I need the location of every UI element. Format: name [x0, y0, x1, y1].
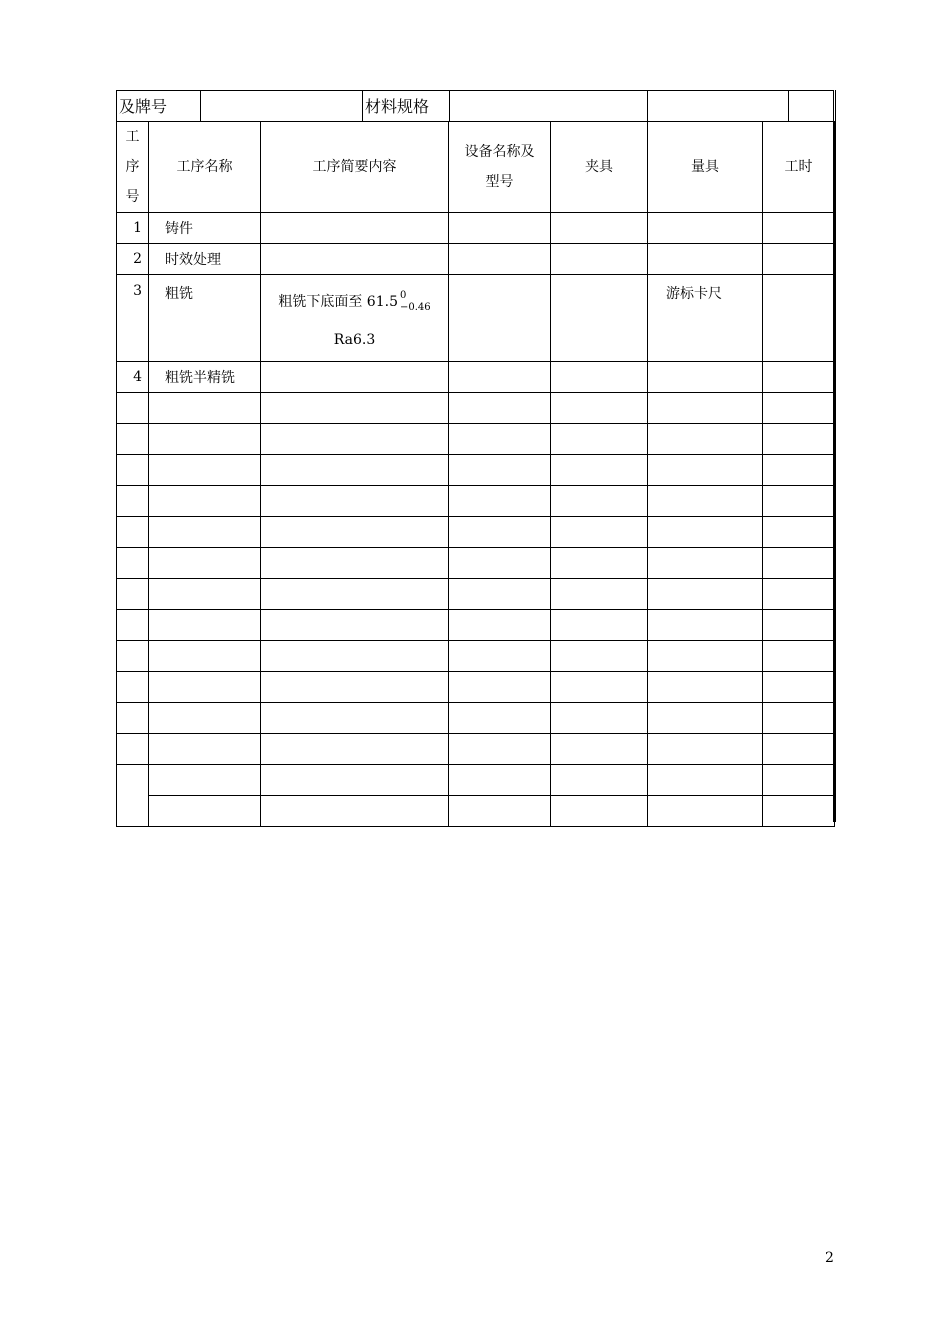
blank-cell[interactable]: [449, 796, 551, 827]
blank-row: [117, 672, 835, 703]
blank-cell[interactable]: [449, 424, 551, 455]
field-grade[interactable]: [201, 91, 363, 122]
blank-row: [117, 517, 835, 548]
blank-cell[interactable]: [149, 486, 261, 517]
material-header-bar: [116, 90, 834, 122]
blank-row: [117, 393, 835, 424]
blank-cell[interactable]: [449, 610, 551, 641]
row-equipment[interactable]: [449, 213, 551, 244]
blank-cell[interactable]: [763, 548, 835, 579]
row-name: 粗铣: [149, 275, 261, 362]
row-gauge[interactable]: [648, 362, 763, 393]
blank-cell[interactable]: [261, 672, 449, 703]
row-fixture[interactable]: [551, 362, 648, 393]
table-row: [117, 362, 835, 393]
blank-cell[interactable]: [648, 548, 763, 579]
blank-cell[interactable]: [763, 765, 835, 796]
blank-cell[interactable]: [117, 455, 149, 486]
blank-cell[interactable]: [648, 486, 763, 517]
row-hours[interactable]: [763, 244, 835, 275]
blank-cell[interactable]: [449, 455, 551, 486]
field-material-spec[interactable]: [450, 91, 648, 122]
blank-cell[interactable]: [117, 610, 149, 641]
blank-cell[interactable]: [763, 734, 835, 765]
blank-cell[interactable]: [117, 703, 149, 734]
blank-cell[interactable]: [261, 424, 449, 455]
table-row: [117, 213, 835, 244]
label-material-spec: 材料规格: [363, 91, 450, 122]
blank-cell[interactable]: [551, 486, 648, 517]
blank-row: [117, 486, 835, 517]
blank-cell[interactable]: [261, 517, 449, 548]
blank-cell[interactable]: [117, 548, 149, 579]
header-gauge: 量具: [648, 122, 763, 213]
blank-cell[interactable]: [149, 455, 261, 486]
header-name: 工序名称: [149, 122, 261, 213]
blank-cell[interactable]: [149, 734, 261, 765]
blank-cell[interactable]: [449, 548, 551, 579]
blank-cell[interactable]: [149, 610, 261, 641]
blank-cell[interactable]: [449, 641, 551, 672]
blank-cell[interactable]: [551, 734, 648, 765]
blank-cell[interactable]: [149, 796, 261, 827]
header-hours: 工时: [763, 122, 835, 213]
blank-cell[interactable]: [261, 796, 449, 827]
blank-cell[interactable]: [551, 641, 648, 672]
blank-cell[interactable]: [261, 579, 449, 610]
blank-cell[interactable]: [117, 517, 149, 548]
blank-cell[interactable]: [763, 641, 835, 672]
blank-cell[interactable]: [149, 424, 261, 455]
label-grade: 及牌号: [117, 91, 201, 122]
table-row: [117, 275, 835, 362]
blank-cell[interactable]: [551, 517, 648, 548]
row-fixture[interactable]: [551, 244, 648, 275]
blank-cell[interactable]: [551, 393, 648, 424]
blank-cell[interactable]: [149, 765, 261, 796]
blank-cell[interactable]: [551, 548, 648, 579]
blank-cell[interactable]: [117, 641, 149, 672]
row-equipment[interactable]: [449, 244, 551, 275]
blank-cell[interactable]: [117, 579, 149, 610]
blank-cell[interactable]: [117, 672, 149, 703]
blank-cell[interactable]: [117, 424, 149, 455]
table-right-border-double: [835, 90, 836, 822]
row-gauge[interactable]: [648, 244, 763, 275]
blank-cell[interactable]: [261, 486, 449, 517]
row-equipment[interactable]: [449, 362, 551, 393]
blank-cell[interactable]: [149, 393, 261, 424]
row-gauge[interactable]: [648, 213, 763, 244]
blank-cell[interactable]: [648, 672, 763, 703]
blank-row: [117, 765, 835, 796]
blank-cell[interactable]: [117, 734, 149, 765]
row-number: 4: [117, 362, 149, 393]
table-row: [117, 244, 835, 275]
row-number: 2: [117, 244, 149, 275]
blank-cell[interactable]: [648, 610, 763, 641]
blank-cell[interactable]: [261, 393, 449, 424]
blank-cell[interactable]: [449, 517, 551, 548]
blank-cell[interactable]: [763, 486, 835, 517]
blank-cell[interactable]: [648, 765, 763, 796]
blank-cell[interactable]: [648, 796, 763, 827]
blank-cell[interactable]: [149, 517, 261, 548]
blank-cell[interactable]: [763, 672, 835, 703]
roughness-text: Ra6.3: [333, 332, 376, 348]
header-fixture: 夹具: [551, 122, 648, 213]
blank-cell[interactable]: [551, 424, 648, 455]
row-gauge[interactable]: 游标卡尺: [648, 275, 763, 362]
blank-cell[interactable]: [551, 579, 648, 610]
blank-cell[interactable]: [261, 765, 449, 796]
blank-row: [117, 579, 835, 610]
blank-cell[interactable]: [763, 424, 835, 455]
row-name: 时效处理: [149, 244, 261, 275]
blank-cell[interactable]: [149, 579, 261, 610]
blank-row: [117, 796, 835, 827]
blank-cell[interactable]: [149, 548, 261, 579]
content-text: 粗铣下底面至 61.5: [278, 294, 398, 310]
tolerance: 0 −0.46: [399, 290, 431, 313]
field-extra[interactable]: [648, 91, 789, 122]
blank-cell[interactable]: [648, 393, 763, 424]
blank-row: [117, 424, 835, 455]
blank-row: [117, 455, 835, 486]
row-number: 1: [117, 213, 149, 244]
blank-cell[interactable]: [648, 703, 763, 734]
header-seq: 工 序 号: [117, 122, 149, 213]
row-name: 粗铣半精铣: [149, 362, 261, 393]
row-equipment[interactable]: [449, 275, 551, 362]
blank-cell[interactable]: [261, 734, 449, 765]
blank-cell[interactable]: [551, 703, 648, 734]
blank-cell[interactable]: [261, 641, 449, 672]
blank-cell[interactable]: [551, 765, 648, 796]
row-fixture[interactable]: [551, 213, 648, 244]
row-hours[interactable]: [763, 213, 835, 244]
blank-cell[interactable]: [117, 765, 149, 827]
header-row: [117, 122, 835, 213]
blank-cell[interactable]: [261, 548, 449, 579]
blank-cell[interactable]: [449, 734, 551, 765]
blank-cell[interactable]: [648, 734, 763, 765]
process-table: [116, 121, 835, 827]
header-equipment: 设备名称及 型号: [449, 122, 551, 213]
blank-cell[interactable]: [149, 703, 261, 734]
row-content[interactable]: [261, 244, 449, 275]
row-hours[interactable]: [763, 275, 835, 362]
blank-cell[interactable]: [648, 455, 763, 486]
row-content[interactable]: [261, 213, 449, 244]
blank-cell[interactable]: [648, 579, 763, 610]
blank-row: [117, 734, 835, 765]
blank-cell[interactable]: [763, 579, 835, 610]
blank-cell[interactable]: [261, 455, 449, 486]
page-number: 2: [825, 1250, 834, 1266]
blank-cell[interactable]: [449, 703, 551, 734]
row-content[interactable]: [261, 275, 449, 362]
blank-rows: [117, 393, 835, 827]
blank-cell[interactable]: [763, 703, 835, 734]
header-content: 工序简要内容: [261, 122, 449, 213]
blank-row: [117, 610, 835, 641]
row-fixture[interactable]: [551, 275, 648, 362]
blank-cell[interactable]: [648, 517, 763, 548]
blank-cell[interactable]: [648, 424, 763, 455]
row-number: 3: [117, 275, 149, 362]
blank-cell[interactable]: [763, 393, 835, 424]
blank-cell[interactable]: [117, 393, 149, 424]
blank-cell[interactable]: [763, 796, 835, 827]
blank-cell[interactable]: [117, 486, 149, 517]
row-name: 铸件: [149, 213, 261, 244]
blank-cell[interactable]: [551, 796, 648, 827]
row-hours[interactable]: [763, 362, 835, 393]
blank-cell[interactable]: [149, 641, 261, 672]
blank-cell[interactable]: [449, 765, 551, 796]
blank-cell[interactable]: [763, 610, 835, 641]
blank-cell[interactable]: [648, 641, 763, 672]
blank-cell[interactable]: [551, 455, 648, 486]
blank-cell[interactable]: [763, 517, 835, 548]
blank-cell[interactable]: [149, 672, 261, 703]
blank-cell[interactable]: [763, 455, 835, 486]
blank-cell[interactable]: [449, 486, 551, 517]
blank-cell[interactable]: [261, 703, 449, 734]
blank-cell[interactable]: [551, 610, 648, 641]
blank-row: [117, 703, 835, 734]
blank-row: [117, 548, 835, 579]
blank-cell[interactable]: [261, 610, 449, 641]
blank-row: [117, 641, 835, 672]
row-content[interactable]: [261, 362, 449, 393]
blank-cell[interactable]: [449, 672, 551, 703]
blank-cell[interactable]: [449, 393, 551, 424]
blank-cell[interactable]: [551, 672, 648, 703]
blank-cell[interactable]: [449, 579, 551, 610]
